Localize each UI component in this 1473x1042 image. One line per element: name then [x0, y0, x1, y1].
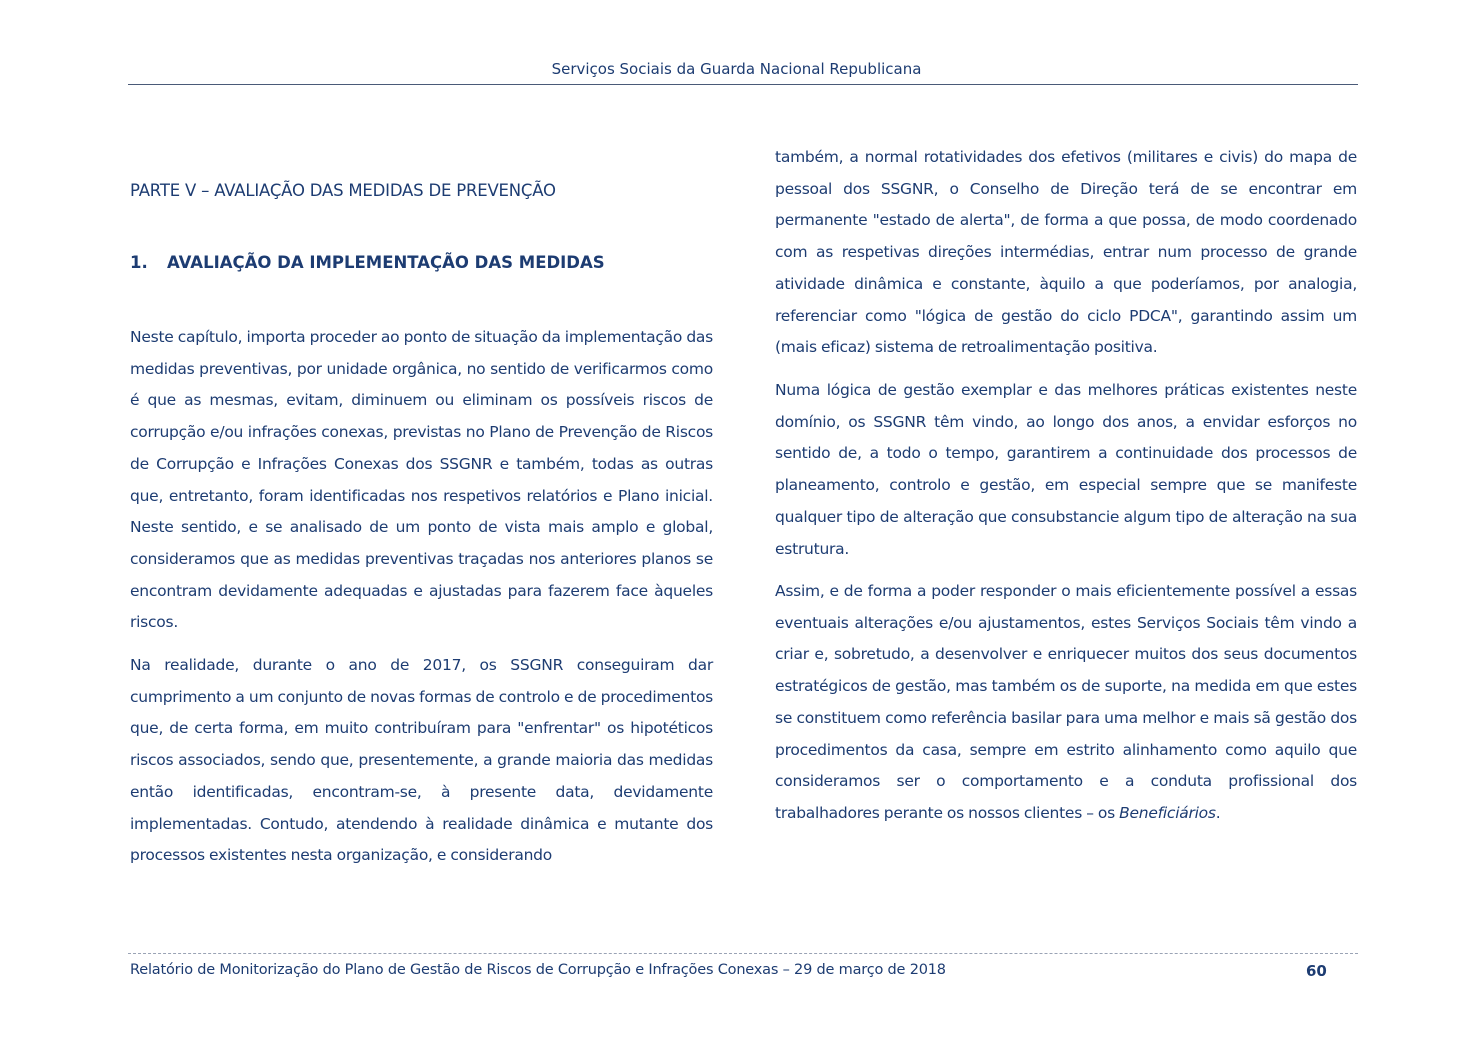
right-paragraph-3-text: Assim, e de forma a poder responder o mais eficientemente possível a essas eventuais alterações e/ou ajustamentos, estes Serviços Sociais têm vindo a criar e, sobretudo, a desenvolver e enriquecer muitos dos seus documentos estratégicos de gestão, mas também os de suporte, na medida em que estes se constituem como referência basilar para uma melhor e mais sã gestão dos procedimentos da casa, sempre em estrito alinhamento como aquilo que consideramos ser o comportamento e a conduta profissional dos trabalhadores perante os nossos clientes – os — [775, 582, 1357, 822]
page-number: 60 — [1306, 962, 1327, 980]
left-paragraph-2-container — [130, 650, 713, 872]
right-paragraph-3 — [775, 576, 1357, 830]
left-paragraph-2: Na realidade, durante o ano de 2017, os SSGNR conseguiram dar cumprimento a um conjunto de novas formas de controlo e de procedimentos que, de certa forma, em muito contribuíram para "enfrentar" os hipotéticos riscos associados, sendo que, presentemente, a grande maioria das medidas então identificadas, encontram-se, à presente data, devidamente implementadas. Contudo, atendendo à realidade dinâmica e mutante dos processos existentes nesta organização, e considerando — [130, 656, 713, 865]
right-paragraph-2: Numa lógica de gestão exemplar e das melhores práticas existentes neste domínio, os SSGNR têm vindo, ao longo dos anos, a envidar esforços no sentido de, a todo o tempo, garantirem a continuidade dos processos de planeamento, controlo e gestão, em especial sempre que se manifeste qualquer tipo de alteração que consubstancie algum tipo de alteração na sua estrutura. — [775, 381, 1357, 558]
left-paragraph-1-container — [130, 322, 713, 639]
section-heading — [130, 253, 605, 272]
page-header-title: Serviços Sociais da Guarda Nacional Republicana — [551, 60, 922, 78]
footer-divider — [128, 953, 1358, 954]
section-number: 1. — [130, 253, 148, 272]
beneficiarios-term: Beneficiários — [1119, 803, 1216, 822]
part-heading: PARTE V – AVALIAÇÃO DAS MEDIDAS DE PREVENÇÃO — [130, 181, 556, 200]
right-paragraph-1: também, a normal rotatividades dos efetivos (militares e civis) do mapa de pessoal dos SSGNR, o Conselho de Direção terá de se encontrar em permanente "estado de alerta", de forma a que possa, de modo coordenado com as respetivas direções intermédias, entrar num processo de grande atividade dinâmica e constante, àquilo a que poderíamos, por analogia, referenciar como "lógica de gestão do ciclo PDCA", garantindo assim um (mais eficaz) sistema de retroalimentação positiva. — [775, 148, 1357, 357]
section-title: AVALIAÇÃO DA IMPLEMENTAÇÃO DAS MEDIDAS — [167, 253, 605, 272]
right-paragraph-2-container — [775, 375, 1357, 565]
right-paragraph-1-container — [775, 142, 1357, 364]
header-divider — [128, 84, 1358, 85]
right-paragraph-3-container — [775, 576, 1357, 830]
right-paragraph-3-end: . — [1215, 803, 1221, 822]
left-paragraph-1: Neste capítulo, importa proceder ao ponto de situação da implementação das medidas preventivas, por unidade orgânica, no sentido de verificarmos como é que as mesmas, evitam, diminuem ou eliminam os possíveis riscos de corrupção e/ou infrações conexas, previstas no Plano de Prevenção de Riscos de Corrupção e Infrações Conexas dos SSGNR e também, todas as outras que, entretanto, foram identificadas nos respetivos relatórios e Plano inicial. Neste sentido, e se analisado de um ponto de vista mais amplo e global, consideramos que as medidas preventivas traçadas nos anteriores planos se encontram devidamente adequadas e ajustadas para fazerem face àqueles riscos. — [130, 328, 713, 632]
footer-document-title: Relatório de Monitorização do Plano de Gestão de Riscos de Corrupção e Infrações Conexas – 29 de março de 2018 — [130, 962, 946, 978]
